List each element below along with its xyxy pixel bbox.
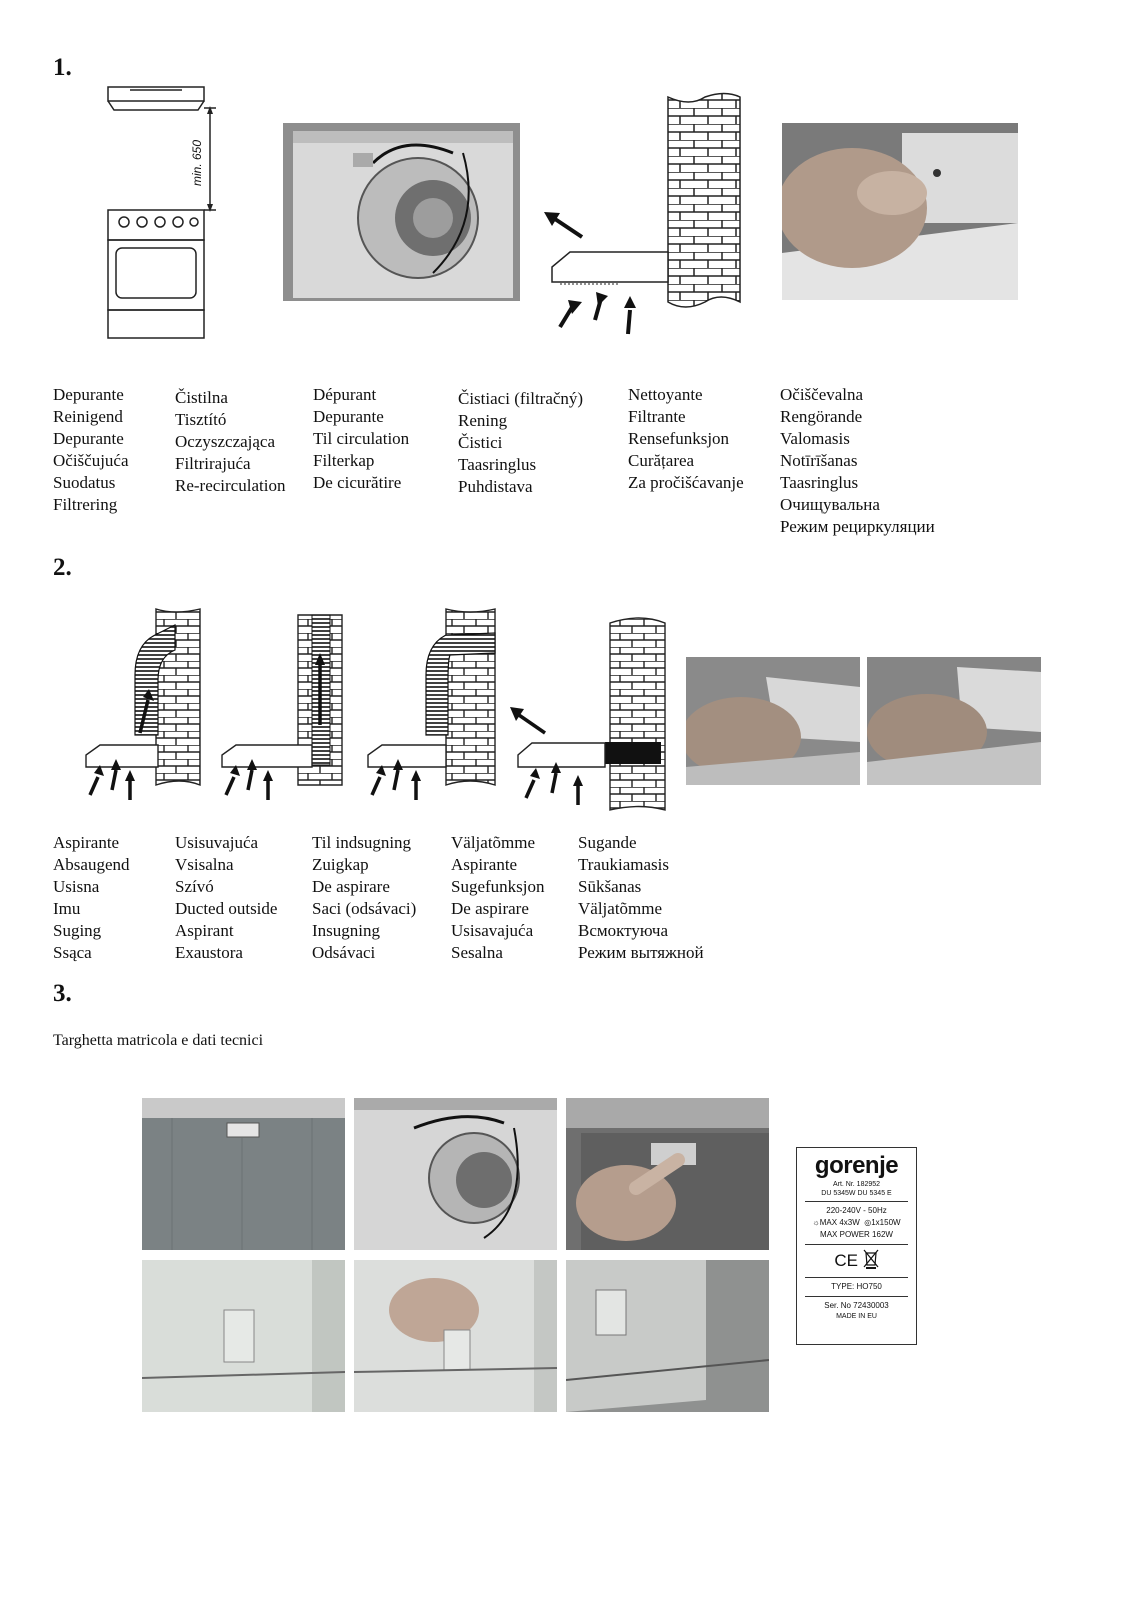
mode-label: Dépurant [313, 385, 377, 404]
mode-label: Insugning [312, 921, 380, 940]
section-2-number: 2. [53, 554, 72, 581]
mode-label: Nettoyante [628, 385, 703, 404]
ducted-installation-diagrams [80, 605, 680, 820]
mode-label: Tisztító [175, 410, 227, 429]
mode-label: Filtrante [628, 407, 686, 426]
mode-label: Rening [458, 411, 508, 430]
mode-label: Til circulation [313, 429, 410, 448]
photo-filter-clip [782, 123, 1018, 300]
mode-label: Aspirante [53, 833, 120, 852]
mode-label: Usisna [53, 877, 100, 896]
section-3-number: 3. [53, 980, 72, 1007]
lamp-rating: MAX 4x3W [819, 1218, 860, 1227]
mode-label: De aspirare [451, 899, 529, 918]
mode-label: Ducted outside [175, 899, 278, 918]
mode-label: Zuigkap [312, 855, 369, 874]
mode-label: Väljatõmme [451, 833, 536, 852]
cooker-hood-diagram [100, 80, 225, 345]
mode-label: Depurante [313, 407, 384, 426]
mode-label: Очищувальна [780, 495, 880, 514]
mode-label: Re-recirculation [175, 476, 286, 495]
lamp-motor-rating [797, 1217, 916, 1229]
mode-label: Til indsugning [312, 833, 412, 852]
photo-filter-removal [566, 1098, 769, 1250]
mode-label: Očiščujuća [53, 451, 129, 470]
mode-label: Suodatus [53, 473, 116, 492]
mode-label: Saci (odsávaci) [312, 899, 417, 918]
photo-grease-filter [142, 1098, 345, 1250]
section-2-column-5 [578, 832, 704, 964]
mode-label: Sugefunksjon [451, 877, 545, 896]
section-2-column-1 [53, 832, 129, 964]
mode-label: Szívó [175, 877, 214, 896]
section-1-column-4 [458, 388, 583, 498]
mode-label: Väljatõmme [578, 899, 663, 918]
section-1-column-6 [780, 384, 935, 538]
weee-bin-icon [863, 1249, 879, 1269]
section-2-column-3 [312, 832, 416, 964]
mode-label: Traukiamasis [578, 855, 669, 874]
mode-label: Aspirante [451, 855, 518, 874]
mode-label: Taasringlus [458, 455, 537, 474]
mode-label: Filtrirajuća [175, 454, 251, 473]
photo-latch-closed [142, 1260, 345, 1412]
mode-label: Imu [53, 899, 81, 918]
section-2-column-2 [175, 832, 277, 964]
mode-label: Čistiaci (filtračný) [458, 389, 584, 408]
mode-label: Filtrering [53, 495, 118, 514]
section-3-caption: Targhetta matricola e dati tecnici [53, 1032, 264, 1049]
mode-label: Čistici [458, 433, 503, 452]
motor-icon: ◎ [864, 1218, 872, 1227]
mode-label: Filterkap [313, 451, 375, 470]
mode-label: De cicurătire [313, 473, 402, 492]
mode-label: Odsávaci [312, 943, 376, 962]
certification-marks [797, 1248, 916, 1274]
mode-label: Curățarea [628, 451, 695, 470]
mode-label: Usisavajuća [451, 921, 534, 940]
recirculation-diagram [540, 92, 750, 342]
voltage-rating: 220-240V - 50Hz [826, 1206, 887, 1215]
mode-label: Oczyszczająca [175, 432, 276, 451]
mode-label: Rensefunksjon [628, 429, 730, 448]
mode-label: Taasringlus [780, 473, 859, 492]
mode-label: Očiščevalna [780, 385, 864, 404]
mode-label: Режим вытяжной [578, 943, 704, 962]
mode-label: Rengörande [780, 407, 863, 426]
mode-label: Vsisalna [175, 855, 234, 874]
mode-label: Sugande [578, 833, 637, 852]
mode-label: Notīrīšanas [780, 451, 858, 470]
photo-motor-unit [354, 1098, 557, 1250]
section-1-column-1 [53, 384, 129, 516]
mode-label: Aspirant [175, 921, 234, 940]
section-1-number: 1. [53, 54, 72, 81]
rating-plate [796, 1147, 917, 1345]
ce-mark-icon: CE [834, 1251, 858, 1270]
mode-label: De aspirare [312, 877, 390, 896]
photo-clip-release-2 [867, 657, 1041, 785]
mode-label: Режим рециркуляции [780, 517, 935, 536]
mode-label: Čistilna [175, 388, 228, 407]
brand-logo: gorenje [814, 1152, 899, 1179]
serial-number: Ser. No 72430003 [824, 1301, 889, 1310]
lamp-icon: ☼ [812, 1218, 820, 1227]
mode-label: Reinigend [53, 407, 123, 426]
mode-label: Usisuvajuća [175, 833, 259, 852]
mode-label: Za pročišćavanje [628, 473, 744, 492]
photo-latch-open [566, 1260, 769, 1412]
mode-label: Sesalna [451, 943, 503, 962]
photo-latch-press [354, 1260, 557, 1412]
min-height-label: min. 650 [190, 139, 204, 186]
section-1-column-2 [175, 387, 285, 497]
mode-label: Sūkšanas [578, 877, 642, 896]
photo-motor-interior [283, 123, 520, 301]
mode-label: Всмоктуюча [578, 921, 669, 940]
mode-label: Absaugend [53, 855, 130, 874]
motor-rating: 1x150W [871, 1218, 901, 1227]
model-numbers: DU 5345W DU 5345 E [821, 1190, 892, 1197]
mode-label: Puhdistava [458, 477, 533, 496]
mode-label: Depurante [53, 429, 124, 448]
mode-label: Valomasis [780, 429, 850, 448]
mode-label: Suging [53, 921, 102, 940]
mode-label: Ssąca [53, 943, 92, 962]
mode-label: Exaustora [175, 943, 243, 962]
mode-label: Depurante [53, 385, 124, 404]
made-in: MADE IN EU [836, 1313, 877, 1320]
appliance-type: TYPE: HO750 [831, 1282, 882, 1291]
photo-clip-release-1 [686, 657, 860, 785]
art-number: Art. Nr. 182952 [832, 1181, 881, 1188]
section-2-column-4 [451, 832, 545, 964]
section-1-column-3 [313, 384, 409, 494]
max-power: MAX POWER 162W [820, 1230, 893, 1239]
section-1-column-5 [628, 384, 744, 494]
